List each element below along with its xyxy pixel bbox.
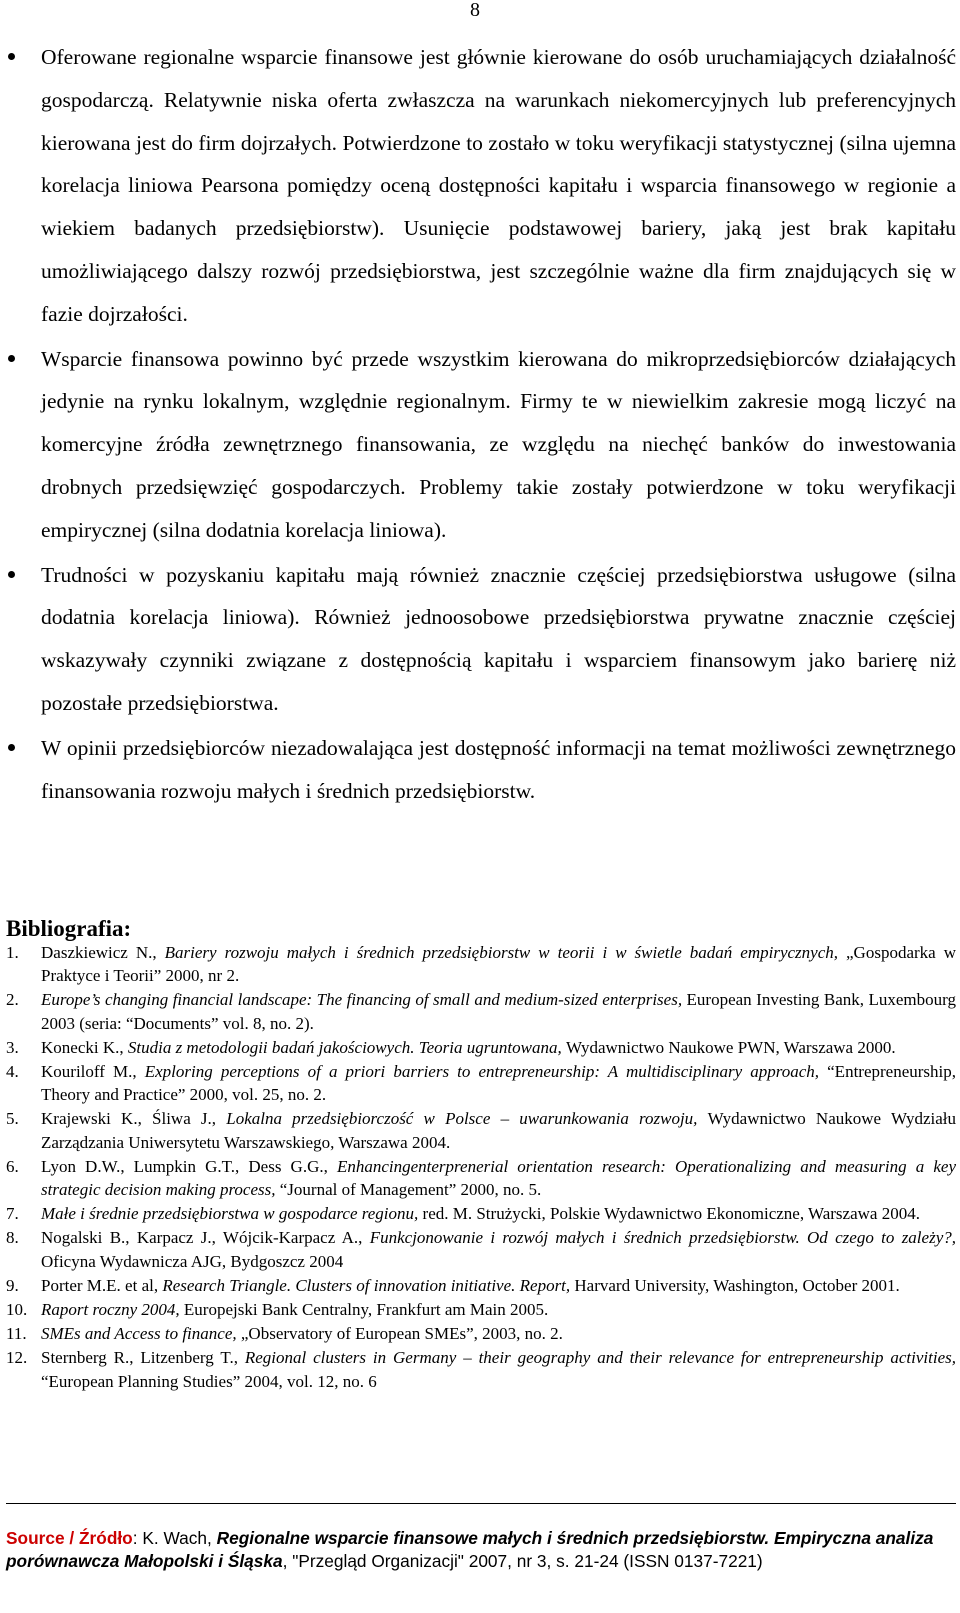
bibliography-entry bbox=[6, 1036, 956, 1059]
conclusion-item bbox=[41, 554, 956, 725]
source-publication: , "Przegląd Organizacji" 2007, nr 3, s. 21-24 (ISSN 0137-7221) bbox=[282, 1551, 763, 1571]
entry-author: Daszkiewicz N., bbox=[41, 943, 165, 962]
entry-publication: Oficyna Wydawnicza AJG, Bydgoszcz 2004 bbox=[41, 1251, 344, 1271]
entry-title: Funkcjonowanie i rozwój małych i średnich przedsiębiorstw. Od czego to zależy?, bbox=[369, 1228, 956, 1248]
bibliography-entry bbox=[6, 1298, 956, 1321]
source-label: Source / Źródło bbox=[6, 1528, 133, 1548]
bibliography-entry bbox=[6, 1107, 957, 1153]
entry-title: Małe i średnie przedsiębiorstwa w gospodarce regionu, bbox=[41, 1204, 423, 1224]
conclusion-text: Trudności w pozyskaniu kapitału mają również znacznie częściej przedsiębiorstwa usługowe (silna dodatnia korelacja liniowa). Również jednoosobowe przedsiębiorstwa prywatne znacznie częściej wskazywały czynniki związane z dostępnością kapitału i wsparciem finansowym jako barierę niż pozostałe przedsiębiorstwa. bbox=[41, 562, 956, 715]
bullet-icon bbox=[8, 744, 15, 751]
bibliography-entry bbox=[6, 1346, 957, 1392]
source-citation bbox=[6, 1527, 956, 1573]
entry-author: Kouriloff M., bbox=[41, 1062, 145, 1082]
page-number: 8 bbox=[470, 0, 480, 21]
bibliography-entry bbox=[6, 1202, 956, 1225]
bullet-icon bbox=[8, 355, 15, 362]
conclusion-item bbox=[41, 338, 956, 552]
source-title: Regionalne wsparcie finansowe małych i średnich przedsiębiorstw. Empiryczna analiza porównawcza Małopolski i Śląska bbox=[6, 1528, 934, 1571]
bibliography-entry bbox=[6, 1322, 956, 1345]
entry-publication: red. M. Strużycki, Polskie Wydawnictwo Ekonomiczne, Warszawa 2004. bbox=[422, 1204, 920, 1224]
bibliography-entry bbox=[6, 988, 957, 1034]
entry-title: Research Triangle. Clusters of innovation initiative. Report, bbox=[162, 1275, 575, 1295]
bibliography-list bbox=[0, 941, 960, 1394]
bullet-icon bbox=[8, 53, 15, 60]
entry-publication: “European Planning Studies” 2004, vol. 12, no. 6 bbox=[41, 1371, 377, 1391]
entry-number: 6. bbox=[6, 1156, 19, 1176]
bibliography-entry bbox=[6, 1226, 956, 1272]
entry-publication: “Entrepreneurship, Theory and Practice” 2000, vol. 25, no. 2. bbox=[41, 1062, 957, 1105]
entry-author: Sternberg R., Litzenberg T., bbox=[41, 1348, 245, 1368]
conclusion-text: Wsparcie finansowa powinno być przede wszystkim kierowana do mikroprzedsiębiorców działających jedynie na rynku lokalnym, względnie regionalnym. Firmy te w niewielkim zakresie mogą liczyć na komercyjne źródła zewnętrznego finansowania, ze względu na niechęć banków do inwestowania drobnych przedsięwzięć gospodarczych. Problemy takie zostały potwierdzone w toku weryfikacji empirycznej (silna dodatnia korelacja liniowa). bbox=[41, 346, 956, 542]
entry-title: Exploring perceptions of a priori barriers to entrepreneurship: A multidisciplinary approach, bbox=[144, 1062, 828, 1082]
entry-publication: European Investing Bank, Luxembourg 2003 (seria: “Documents” vol. 8, no. 2). bbox=[41, 990, 957, 1033]
entry-number: 9. bbox=[6, 1275, 19, 1295]
entry-publication: Europejski Bank Centralny, Frankfurt am Main 2005. bbox=[183, 1300, 549, 1320]
entry-number: 3. bbox=[6, 1037, 19, 1057]
entry-title: Studia z metodologii badań jakościowych. Teoria ugruntowana, bbox=[127, 1037, 566, 1057]
entry-publication: „Observatory of European SMEs”, 2003, no. 2. bbox=[240, 1324, 563, 1344]
entry-publication: “Journal of Management” 2000, no. 5. bbox=[279, 1180, 542, 1200]
entry-author: Konecki K., bbox=[41, 1037, 128, 1057]
entry-number: 2. bbox=[6, 990, 19, 1010]
conclusion-item bbox=[41, 727, 956, 813]
conclusion-text: Oferowane regionalne wsparcie finansowe jest głównie kierowane do osób uruchamiających działalność gospodarczą. Relatywnie niska oferta zwłaszcza na warunkach niekomercyjnych lub preferencyjnych kierowana jest do firm dojrzałych. Potwierdzone to zostało w toku weryfikacji statystycznej (silna ujemna korelacja liniowa Pearsona pomiędzy oceną dostępności kapitału i wsparcia finansowego w regionie a wiekiem badanych przedsiębiorstw). Usunięcie podstawowej bariery, jaką jest brak kapitału umożliwiającego dalszy rozwój przedsiębiorstwa, jest szczególnie ważne dla firm znajdujących się w fazie dojrzałości. bbox=[41, 45, 956, 326]
entry-title: Lokalna przedsiębiorczość w Polsce – uwarunkowania rozwoju, bbox=[226, 1109, 708, 1129]
conclusion-item bbox=[41, 36, 956, 336]
entry-author: Nogalski B., Karpacz J., Wójcik-Karpacz A., bbox=[41, 1228, 370, 1248]
entry-author: Lyon D.W., Lumpkin G.T., Dess G.G., bbox=[41, 1156, 337, 1176]
footer-divider bbox=[6, 1503, 956, 1504]
conclusion-text: W opinii przedsiębiorców niezadowalająca jest dostępność informacji na temat możliwości zewnętrznego finansowania rozwoju małych i średnich przedsiębiorstw. bbox=[41, 735, 956, 803]
bullet-icon bbox=[8, 571, 15, 578]
entry-number: 5. bbox=[6, 1109, 19, 1129]
entry-title: SMEs and Access to finance, bbox=[41, 1324, 241, 1344]
bibliography-entry bbox=[6, 1060, 957, 1106]
entry-title: Bariery rozwoju małych i średnich przedsiębiorstw w teorii i w świetle badań empirycznych, bbox=[164, 943, 847, 962]
bibliography-heading: Bibliografia: bbox=[6, 916, 132, 941]
entry-author: Porter M.E. et al, bbox=[41, 1275, 163, 1295]
entry-author: Krajewski K., Śliwa J., bbox=[41, 1109, 227, 1129]
entry-number: 1. bbox=[6, 943, 19, 962]
bibliography-entry bbox=[6, 1155, 956, 1201]
entry-publication: Wydawnictwo Naukowe Wydziału Zarządzania Uniwersytetu Warszawskiego, Warszawa 2004. bbox=[41, 1109, 957, 1152]
entry-number: 8. bbox=[6, 1228, 19, 1248]
entry-number: 4. bbox=[6, 1062, 19, 1082]
entry-title: Enhancingenterprenerial orientation research: Operationalizing and measuring a key strategic decision making process, bbox=[41, 1156, 956, 1200]
entry-title: Raport roczny 2004, bbox=[41, 1300, 184, 1320]
conclusions-list bbox=[0, 36, 960, 814]
entry-title: Europe’s changing financial landscape: The financing of small and medium-sized enterprises, bbox=[41, 990, 687, 1010]
source-author: : K. Wach, bbox=[132, 1528, 217, 1548]
entry-publication: „Gospodarka w Praktyce i Teorii” 2000, nr 2. bbox=[41, 943, 956, 986]
entry-number: 11. bbox=[6, 1324, 27, 1344]
entry-number: 10. bbox=[6, 1300, 28, 1320]
entry-number: 12. bbox=[6, 1348, 28, 1368]
bibliography-entry bbox=[6, 1274, 956, 1297]
entry-publication: Wydawnictwo Naukowe PWN, Warszawa 2000. bbox=[565, 1037, 896, 1057]
bibliography-entry bbox=[6, 941, 956, 987]
entry-publication: Harvard University, Washington, October 2001. bbox=[574, 1275, 900, 1295]
entry-title: Regional clusters in Germany – their geography and their relevance for entrepreneurship activities, bbox=[244, 1348, 957, 1368]
entry-number: 7. bbox=[6, 1204, 19, 1224]
